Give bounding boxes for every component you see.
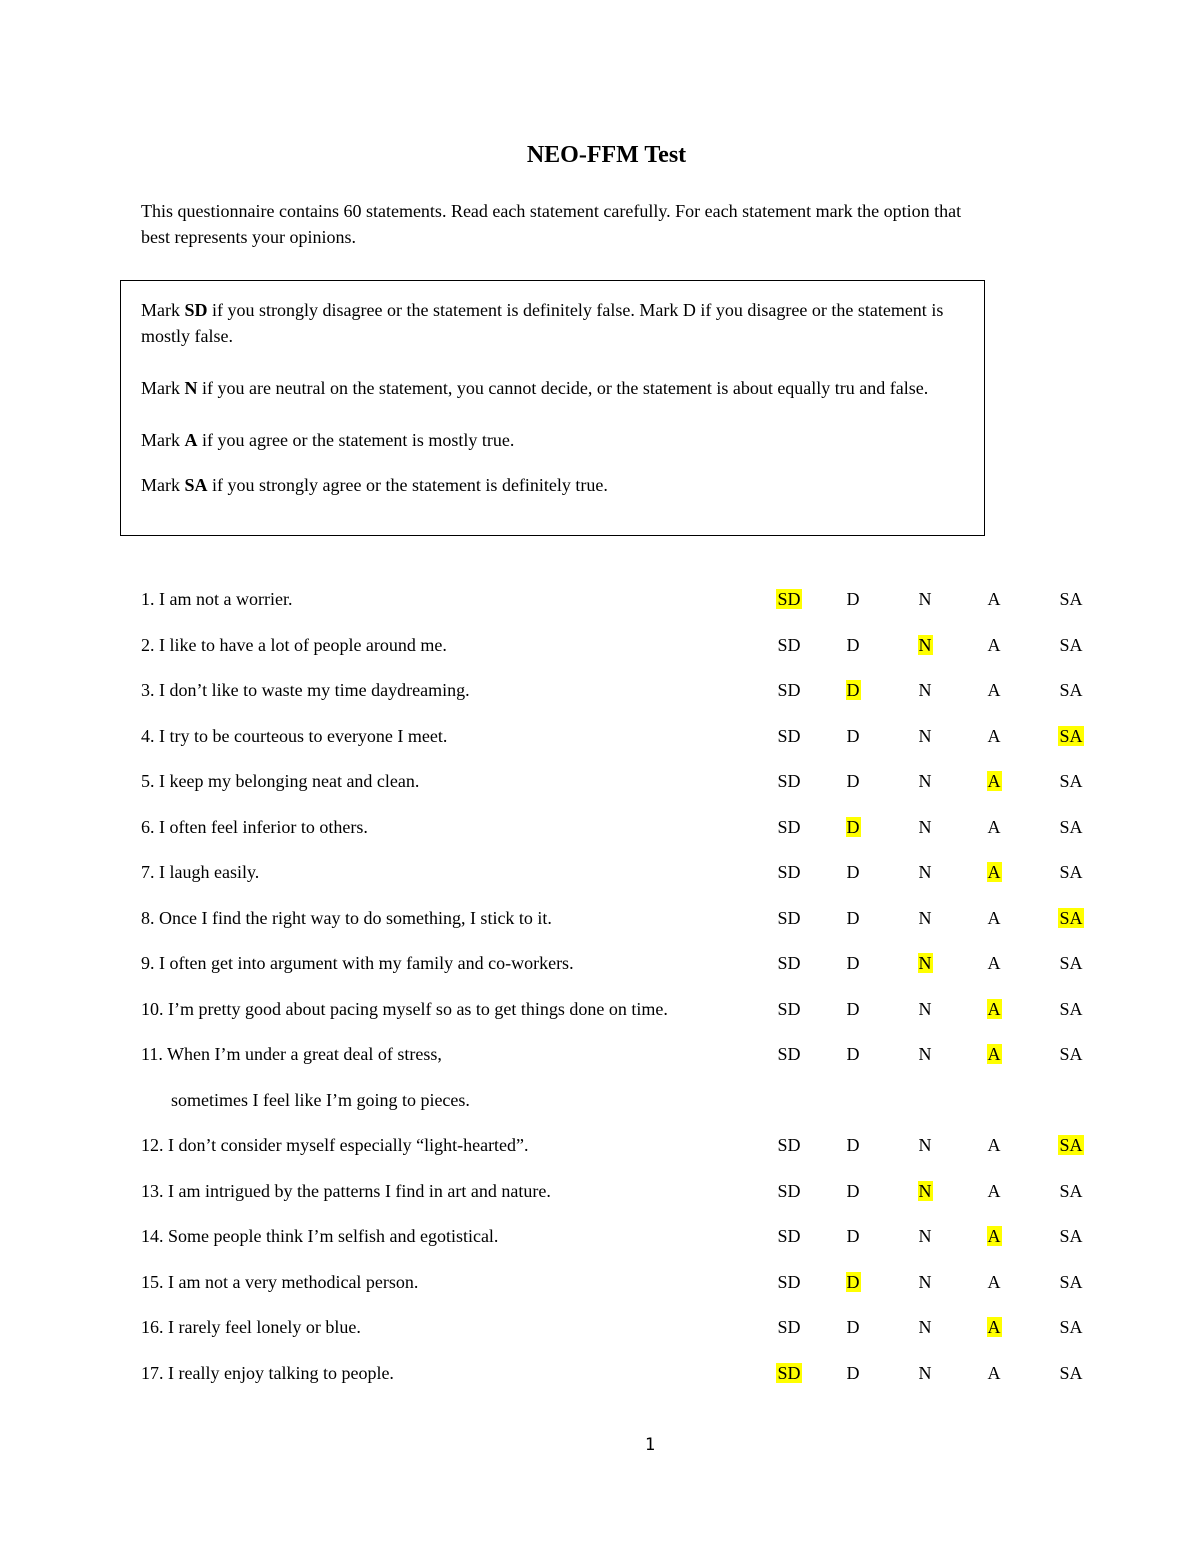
question-text: 9. I often get into argument with my family and co-workers. bbox=[141, 953, 574, 973]
option-sa[interactable]: SA bbox=[1059, 1135, 1083, 1155]
option-d[interactable]: D bbox=[846, 1044, 860, 1064]
question-continuation-row bbox=[141, 1087, 1101, 1133]
option-sd[interactable]: SD bbox=[777, 862, 801, 882]
option-sd[interactable]: SD bbox=[777, 725, 801, 746]
option-d[interactable]: D bbox=[846, 1226, 860, 1246]
option-d[interactable]: D bbox=[846, 816, 860, 837]
question-row bbox=[141, 723, 1101, 769]
question-row bbox=[141, 996, 1101, 1042]
option-a[interactable]: A bbox=[987, 953, 1001, 973]
option-a[interactable]: A bbox=[987, 998, 1001, 1019]
option-a[interactable]: A bbox=[987, 771, 1001, 791]
question-row bbox=[141, 1223, 1101, 1269]
option-n[interactable]: N bbox=[918, 634, 932, 655]
option-a[interactable]: A bbox=[987, 634, 1001, 655]
option-n[interactable]: N bbox=[918, 1362, 932, 1383]
option-d[interactable]: D bbox=[846, 1180, 860, 1201]
question-row bbox=[141, 814, 1101, 860]
option-sd[interactable]: SD bbox=[777, 634, 801, 655]
option-sa[interactable]: SA bbox=[1059, 1180, 1083, 1201]
option-a[interactable]: A bbox=[987, 1044, 1001, 1064]
option-a[interactable]: A bbox=[987, 1226, 1001, 1246]
question-row bbox=[141, 1178, 1101, 1224]
option-n[interactable]: N bbox=[918, 1226, 932, 1246]
option-n[interactable]: N bbox=[918, 1317, 932, 1337]
option-sd[interactable]: SD bbox=[777, 771, 801, 791]
option-d[interactable]: D bbox=[846, 589, 860, 609]
option-d[interactable]: D bbox=[846, 953, 860, 973]
question-text: 16. I rarely feel lonely or blue. bbox=[141, 1317, 361, 1337]
question-text: 8. Once I find the right way to do something, I stick to it. bbox=[141, 907, 552, 928]
option-sd[interactable]: SD bbox=[777, 816, 801, 837]
question-text: 5. I keep my belonging neat and clean. bbox=[141, 771, 420, 791]
question-text: 15. I am not a very methodical person. bbox=[141, 1271, 419, 1292]
option-a[interactable]: A bbox=[987, 1135, 1001, 1155]
option-d[interactable]: D bbox=[846, 1135, 860, 1155]
question-text-continuation: sometimes I feel like I’m going to pieces. bbox=[171, 1089, 470, 1110]
option-n[interactable]: N bbox=[918, 680, 932, 700]
question-row bbox=[141, 950, 1101, 996]
intro-paragraph: This questionnaire contains 60 statements. Read each statement carefully. For each statement mark the option that best represents your opinions. bbox=[141, 201, 962, 247]
option-sd[interactable]: SD bbox=[777, 680, 801, 700]
option-d[interactable]: D bbox=[846, 1362, 860, 1383]
option-n[interactable]: N bbox=[918, 998, 932, 1019]
question-text: 3. I don’t like to waste my time daydreaming. bbox=[141, 680, 470, 700]
question-row bbox=[141, 632, 1101, 678]
option-a[interactable]: A bbox=[987, 1271, 1001, 1292]
questionnaire-items bbox=[141, 586, 1101, 1405]
question-text: 10. I’m pretty good about pacing myself so as to get things done on time. bbox=[141, 998, 668, 1019]
option-sa[interactable]: SA bbox=[1059, 907, 1083, 928]
option-sa[interactable]: SA bbox=[1059, 1271, 1083, 1292]
question-row bbox=[141, 1041, 1101, 1087]
option-sd[interactable]: SD bbox=[777, 1362, 801, 1383]
option-sa[interactable]: SA bbox=[1059, 589, 1083, 609]
option-sa[interactable]: SA bbox=[1059, 1226, 1083, 1246]
page-title: NEO-FFM Test bbox=[526, 142, 687, 168]
option-d[interactable]: D bbox=[846, 862, 860, 882]
option-sa[interactable]: SA bbox=[1059, 1317, 1083, 1337]
instruction-sa: Mark SA if you strongly agree or the statement is definitely true. bbox=[141, 475, 608, 495]
option-n[interactable]: N bbox=[918, 953, 932, 973]
question-text: 12. I don’t consider myself especially “light-hearted”. bbox=[141, 1135, 529, 1155]
option-n[interactable]: N bbox=[918, 1180, 932, 1201]
question-text: 1. I am not a worrier. bbox=[141, 589, 293, 609]
option-sd[interactable]: SD bbox=[777, 1271, 801, 1292]
question-text: 6. I often feel inferior to others. bbox=[141, 816, 368, 837]
option-sd[interactable]: SD bbox=[777, 1044, 801, 1064]
option-n[interactable]: N bbox=[918, 1135, 932, 1155]
option-a[interactable]: A bbox=[987, 680, 1001, 700]
option-n[interactable]: N bbox=[918, 1271, 932, 1292]
option-d[interactable]: D bbox=[846, 907, 860, 928]
question-row bbox=[141, 1360, 1101, 1406]
question-row bbox=[141, 677, 1101, 723]
option-sd[interactable]: SD bbox=[777, 589, 801, 609]
question-text: 13. I am intrigued by the patterns I find in art and nature. bbox=[141, 1180, 551, 1201]
option-d[interactable]: D bbox=[846, 771, 860, 791]
question-text: 11. When I’m under a great deal of stress, bbox=[141, 1044, 442, 1064]
question-text: 4. I try to be courteous to everyone I meet. bbox=[141, 725, 448, 746]
option-a[interactable]: A bbox=[987, 589, 1001, 609]
option-a[interactable]: A bbox=[987, 862, 1001, 882]
option-sd[interactable]: SD bbox=[777, 953, 801, 973]
option-n[interactable]: N bbox=[918, 862, 932, 882]
option-sa[interactable]: SA bbox=[1059, 1044, 1083, 1064]
option-sd[interactable]: SD bbox=[777, 1226, 801, 1246]
option-sa[interactable]: SA bbox=[1059, 816, 1083, 837]
question-text: 2. I like to have a lot of people around me. bbox=[141, 634, 447, 655]
option-d[interactable]: D bbox=[846, 1271, 860, 1292]
option-sd[interactable]: SD bbox=[777, 907, 801, 928]
option-a[interactable]: A bbox=[987, 907, 1001, 928]
option-sd[interactable]: SD bbox=[777, 1317, 801, 1337]
option-sd[interactable]: SD bbox=[777, 1180, 801, 1201]
option-a[interactable]: A bbox=[987, 816, 1001, 837]
question-row bbox=[141, 1132, 1101, 1178]
option-d[interactable]: D bbox=[846, 998, 860, 1019]
option-n[interactable]: N bbox=[918, 907, 932, 928]
option-sd[interactable]: SD bbox=[777, 1135, 801, 1155]
option-d[interactable]: D bbox=[846, 680, 860, 700]
question-row bbox=[141, 768, 1101, 814]
instructions-box bbox=[120, 280, 985, 536]
option-n[interactable]: N bbox=[918, 589, 932, 609]
question-text: 17. I really enjoy talking to people. bbox=[141, 1362, 394, 1383]
option-d[interactable]: D bbox=[846, 634, 860, 655]
option-n[interactable]: N bbox=[918, 725, 932, 746]
option-sa[interactable]: SA bbox=[1059, 634, 1083, 655]
option-n[interactable]: N bbox=[918, 1044, 932, 1064]
page-number: 1 bbox=[644, 1435, 656, 1455]
option-a[interactable]: A bbox=[987, 1362, 1001, 1383]
instruction-sd: Mark SD if you strongly disagree or the statement is definitely false. Mark D if you disagree or the statement is mostly false. bbox=[141, 300, 944, 346]
option-sa[interactable]: SA bbox=[1059, 725, 1083, 746]
question-row bbox=[141, 1314, 1101, 1360]
instruction-a: Mark A if you agree or the statement is mostly true. bbox=[141, 430, 515, 450]
question-row bbox=[141, 586, 1101, 632]
question-row bbox=[141, 905, 1101, 951]
question-row bbox=[141, 859, 1101, 905]
option-sa[interactable]: SA bbox=[1059, 953, 1083, 973]
option-sa[interactable]: SA bbox=[1059, 998, 1083, 1019]
question-text: 7. I laugh easily. bbox=[141, 862, 260, 882]
option-sa[interactable]: SA bbox=[1059, 680, 1083, 700]
option-sd[interactable]: SD bbox=[777, 998, 801, 1019]
option-d[interactable]: D bbox=[846, 725, 860, 746]
option-d[interactable]: D bbox=[846, 1317, 860, 1337]
option-sa[interactable]: SA bbox=[1059, 862, 1083, 882]
option-n[interactable]: N bbox=[918, 816, 932, 837]
option-n[interactable]: N bbox=[918, 771, 932, 791]
option-a[interactable]: A bbox=[987, 725, 1001, 746]
question-text: 14. Some people think I’m selfish and egotistical. bbox=[141, 1226, 499, 1246]
instruction-n: Mark N if you are neutral on the statement, you cannot decide, or the statement is about equally tru and false. bbox=[141, 378, 929, 398]
option-sa[interactable]: SA bbox=[1059, 771, 1083, 791]
option-a[interactable]: A bbox=[987, 1180, 1001, 1201]
option-a[interactable]: A bbox=[987, 1317, 1001, 1337]
question-row bbox=[141, 1269, 1101, 1315]
option-sa[interactable]: SA bbox=[1059, 1362, 1083, 1383]
